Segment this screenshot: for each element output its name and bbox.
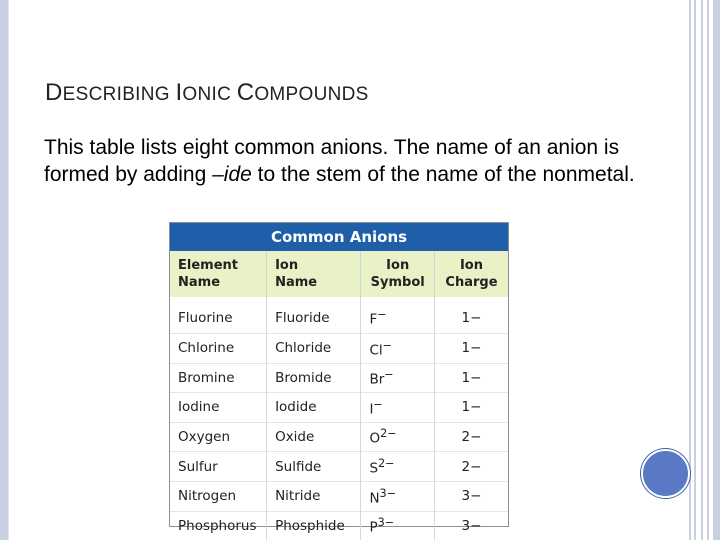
header-ion-name bbox=[267, 251, 361, 297]
slide-title bbox=[45, 79, 369, 107]
cell-charge: 2− bbox=[434, 422, 508, 452]
cell-charge: 1− bbox=[434, 393, 508, 423]
symbol-charge: 2− bbox=[378, 456, 395, 470]
cell-element: Bromine bbox=[170, 363, 267, 393]
slide-left-border bbox=[0, 0, 8, 540]
symbol-text: Cl bbox=[369, 342, 383, 359]
table-row bbox=[170, 481, 508, 511]
symbol-text: O bbox=[369, 430, 381, 447]
table-row bbox=[170, 452, 508, 482]
cell-charge: 2− bbox=[434, 452, 508, 482]
cell-symbol bbox=[361, 511, 435, 540]
cell-element: Nitrogen bbox=[170, 481, 267, 511]
cell-charge: 3− bbox=[434, 511, 508, 540]
body-text-end: to the stem of the name of the nonmetal. bbox=[251, 163, 635, 186]
title-part: OMPOUNDS bbox=[254, 84, 369, 105]
table-row bbox=[170, 297, 508, 334]
header-element-name bbox=[170, 251, 267, 297]
common-anions-table bbox=[169, 222, 509, 536]
symbol-text: I bbox=[369, 401, 374, 418]
header-line: Name bbox=[275, 275, 318, 290]
table-row bbox=[170, 393, 508, 423]
anions-table bbox=[170, 251, 508, 540]
cell-symbol bbox=[361, 363, 435, 393]
cell-ion: Chloride bbox=[267, 334, 361, 364]
header-line: Symbol bbox=[370, 275, 425, 290]
body-text-suffix: –ide bbox=[212, 163, 252, 186]
table-row bbox=[170, 334, 508, 364]
header-line: Element bbox=[178, 258, 238, 273]
cell-element: Phosphorus bbox=[170, 511, 267, 540]
slide-right-line bbox=[707, 0, 709, 540]
table-row bbox=[170, 511, 508, 540]
slide-right-line bbox=[694, 0, 696, 540]
table-header-row bbox=[170, 251, 508, 297]
cell-charge: 1− bbox=[434, 334, 508, 364]
title-part: C bbox=[236, 79, 255, 106]
cell-element: Fluorine bbox=[170, 297, 267, 334]
cell-ion: Bromide bbox=[267, 363, 361, 393]
table-title: Common Anions bbox=[170, 223, 508, 251]
cell-symbol bbox=[361, 452, 435, 482]
title-part: ESCRIBING bbox=[62, 84, 176, 105]
symbol-text: F bbox=[369, 311, 378, 328]
header-line: Ion bbox=[386, 258, 410, 273]
cell-symbol bbox=[361, 297, 435, 334]
header-line: Ion bbox=[275, 258, 299, 273]
cell-symbol bbox=[361, 393, 435, 423]
symbol-text: S bbox=[369, 460, 379, 477]
symbol-charge: 2− bbox=[380, 427, 397, 441]
decorative-circle bbox=[641, 449, 690, 498]
table-row bbox=[170, 422, 508, 452]
symbol-charge: − bbox=[382, 338, 393, 352]
title-part: ONIC bbox=[182, 84, 237, 105]
symbol-text: N bbox=[369, 490, 380, 507]
symbol-text: Br bbox=[369, 371, 385, 388]
cell-ion: Fluoride bbox=[267, 297, 361, 334]
title-part: D bbox=[45, 79, 63, 106]
slide-right-line bbox=[701, 0, 703, 540]
header-line: Charge bbox=[445, 275, 498, 290]
header-ion-symbol bbox=[361, 251, 435, 297]
cell-symbol bbox=[361, 481, 435, 511]
slide-left-border-line bbox=[8, 0, 9, 540]
symbol-charge: 3− bbox=[379, 486, 397, 500]
slide-right-border bbox=[713, 0, 720, 540]
symbol-charge: 3− bbox=[377, 516, 395, 530]
header-line: Ion bbox=[459, 258, 483, 273]
symbol-text: P bbox=[369, 519, 378, 536]
symbol-charge: − bbox=[384, 368, 394, 382]
cell-element: Chlorine bbox=[170, 334, 267, 364]
cell-symbol bbox=[361, 422, 435, 452]
cell-charge: 1− bbox=[461, 310, 482, 326]
body-text-start: This table lists eight common anions. The name of an anion is formed by adding bbox=[44, 136, 620, 186]
symbol-charge: − bbox=[377, 308, 387, 322]
cell-charge: 1− bbox=[434, 363, 508, 393]
header-line: Name bbox=[178, 275, 221, 290]
header-ion-charge bbox=[434, 251, 508, 297]
cell-ion: Oxide bbox=[267, 422, 361, 452]
cell-element: Iodine bbox=[170, 393, 267, 423]
slide-body-text bbox=[44, 134, 644, 188]
cell-symbol bbox=[361, 334, 435, 364]
table-row bbox=[170, 363, 508, 393]
cell-ion: Sulfide bbox=[267, 452, 361, 482]
cell-ion: Iodide bbox=[267, 393, 361, 423]
title-part: I bbox=[175, 79, 183, 106]
cell-element: Oxygen bbox=[170, 422, 267, 452]
symbol-charge: − bbox=[373, 397, 383, 411]
cell-charge: 3− bbox=[434, 481, 508, 511]
cell-ion: Nitride bbox=[267, 481, 361, 511]
slide-right-line bbox=[689, 0, 691, 540]
cell-ion: Phosphide bbox=[267, 511, 361, 540]
cell-element: Sulfur bbox=[170, 452, 267, 482]
